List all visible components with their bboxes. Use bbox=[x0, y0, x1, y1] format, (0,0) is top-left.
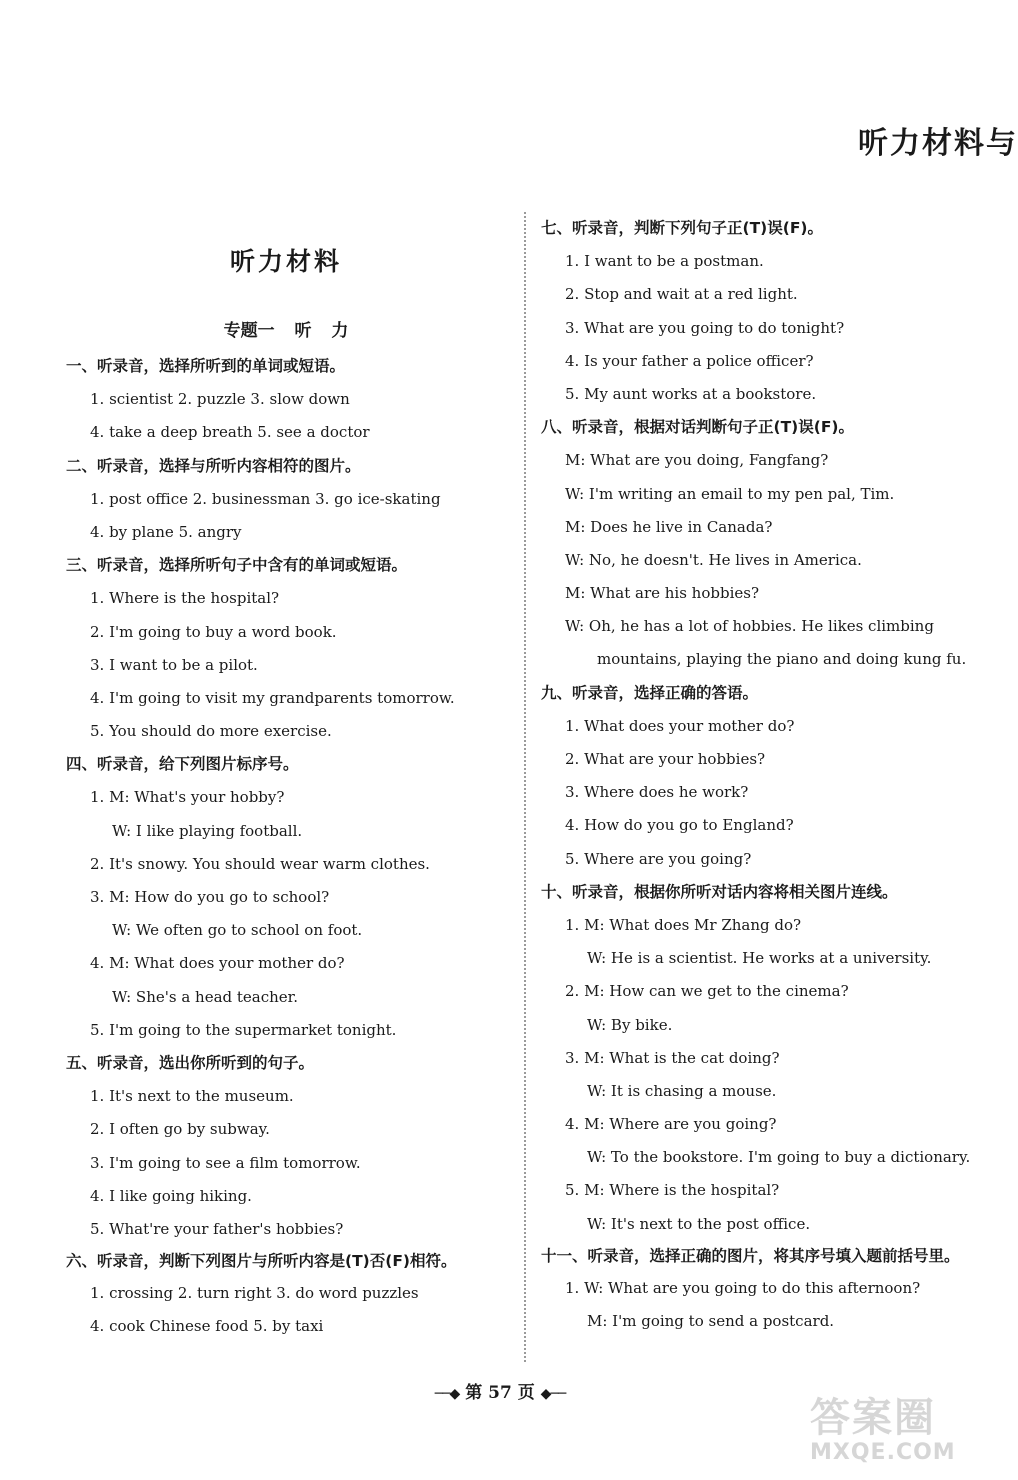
list-item: 4. M: Where are you going? bbox=[565, 1115, 777, 1134]
list-item: 4. Is your father a police officer? bbox=[565, 351, 814, 370]
left-column bbox=[66, 212, 506, 1343]
list-item: W: I like playing football. bbox=[112, 821, 303, 840]
list-item: 5. M: Where is the hospital? bbox=[565, 1181, 780, 1200]
list-item: W: I'm writing an email to my pen pal, Tim. bbox=[565, 484, 895, 503]
list-item: 4. M: What does your mother do? bbox=[90, 954, 345, 973]
section-heading-2: 二、听录音，选择与所听内容相符的图片。 bbox=[66, 456, 361, 475]
section-heading-10: 十、听录音，根据你所听对话内容将相关图片连线。 bbox=[541, 882, 898, 901]
list-item: 2. Stop and wait at a red light. bbox=[565, 285, 798, 304]
section-heading-5: 五、听录音，选出你所听到的句子。 bbox=[66, 1053, 315, 1072]
list-item: 5. Where are you going? bbox=[565, 849, 752, 868]
list-item: W: Oh, he has a lot of hobbies. He likes climbing bbox=[565, 617, 934, 636]
section-heading-4: 四、听录音，给下列图片标序号。 bbox=[66, 755, 299, 774]
section-heading-6: 六、听录音，判断下列图片与所听内容是(T)否(F)相符。 bbox=[66, 1252, 457, 1271]
list-item: W: She's a head teacher. bbox=[112, 987, 298, 1006]
list-item: W: He is a scientist. He works at a university. bbox=[587, 949, 932, 968]
list-item: 2. What are your hobbies? bbox=[565, 750, 766, 768]
list-item: W: No, he doesn't. He lives in America. bbox=[565, 550, 862, 569]
list-item: W: To the bookstore. I'm going to buy a dictionary. bbox=[587, 1148, 971, 1167]
list-item: W: We often go to school on foot. bbox=[112, 921, 363, 940]
list-item: 2. I often go by subway. bbox=[90, 1120, 270, 1139]
list-item: 3. M: What is the cat doing? bbox=[565, 1048, 780, 1067]
list-item: 4. I like going hiking. bbox=[90, 1186, 252, 1205]
list-item: 3. I'm going to see a film tomorrow. bbox=[90, 1153, 361, 1172]
section-heading-7: 七、听录音，判断下列句子正(T)误(F)。 bbox=[541, 219, 823, 237]
list-item: 1. What does your mother do? bbox=[565, 716, 795, 735]
ornament-left-icon: ──◆ bbox=[434, 1386, 460, 1402]
list-item: 2. M: How can we get to the cinema? bbox=[565, 982, 849, 1001]
watermark-text: 答案圈 bbox=[810, 1395, 936, 1441]
section-heading-3: 三、听录音，选择所听句子中含有的单词或短语。 bbox=[66, 556, 408, 575]
list-item: 4. I'm going to visit my grandparents tomorrow. bbox=[90, 688, 455, 707]
list-item: M: I'm going to send a postcard. bbox=[587, 1312, 835, 1330]
list-item: 4. take a deep breath 5. see a doctor bbox=[90, 423, 370, 442]
list-item: 4. by plane 5. angry bbox=[90, 522, 242, 541]
watermark-url: MXQE.COM bbox=[810, 1440, 956, 1465]
list-item: 1. scientist 2. puzzle 3. slow down bbox=[90, 390, 350, 409]
list-item: 1. It's next to the museum. bbox=[90, 1087, 294, 1106]
list-item: 5. What're your father's hobbies? bbox=[90, 1219, 344, 1238]
topic-title: 专题一 听 力 bbox=[223, 321, 349, 341]
section-heading-1: 一、听录音，选择所听到的单词或短语。 bbox=[66, 357, 346, 375]
list-item: M: What are his hobbies? bbox=[565, 584, 759, 603]
list-item: 5. My aunt works at a bookstore. bbox=[565, 384, 817, 403]
page-title: 听力材料 bbox=[229, 247, 342, 276]
right-column bbox=[541, 212, 991, 1338]
ornament-right-icon: ◆── bbox=[540, 1386, 566, 1402]
list-item: W: It is chasing a mouse. bbox=[587, 1081, 777, 1100]
list-item: 3. I want to be a pilot. bbox=[90, 655, 258, 674]
list-item: 1. W: What are you going to do this afternoon? bbox=[565, 1278, 921, 1297]
list-item: W: By bike. bbox=[587, 1015, 673, 1034]
list-item: 1. Where is the hospital? bbox=[90, 589, 280, 608]
list-item: 1. M: What's your hobby? bbox=[90, 788, 285, 807]
list-item: mountains, playing the piano and doing kung fu. bbox=[597, 650, 967, 669]
list-item: 3. Where does he work? bbox=[565, 783, 749, 802]
list-item: 4. cook Chinese food 5. by taxi bbox=[90, 1317, 324, 1336]
section-heading-9: 九、听录音，选择正确的答语。 bbox=[541, 683, 759, 702]
list-item: 4. How do you go to England? bbox=[565, 816, 794, 835]
column-divider bbox=[524, 212, 526, 1362]
list-item: 1. I want to be a postman. bbox=[565, 252, 764, 271]
list-item: 1. M: What does Mr Zhang do? bbox=[565, 915, 802, 934]
section-heading-11: 十一、听录音，选择正确的图片，将其序号填入题前括号里。 bbox=[541, 1246, 960, 1265]
list-item: M: Does he live in Canada? bbox=[565, 517, 773, 536]
list-item: 1. post office 2. businessman 3. go ice-skating bbox=[90, 489, 441, 508]
list-item: 1. crossing 2. turn right 3. do word puzzles bbox=[90, 1284, 419, 1303]
list-item: 5. I'm going to the supermarket tonight. bbox=[90, 1020, 397, 1039]
list-item: 2. I'm going to buy a word book. bbox=[90, 622, 337, 641]
corner-title: 听力材料与 bbox=[858, 126, 1018, 161]
list-item: W: It's next to the post office. bbox=[587, 1214, 811, 1233]
list-item: 2. It's snowy. You should wear warm clothes. bbox=[90, 854, 430, 873]
list-item: 5. You should do more exercise. bbox=[90, 722, 332, 741]
section-heading-8: 八、听录音，根据对话判断句子正(T)误(F)。 bbox=[541, 418, 854, 437]
list-item: 3. M: How do you go to school? bbox=[90, 888, 330, 906]
list-item: 3. What are you going to do tonight? bbox=[565, 318, 845, 337]
list-item: M: What are you doing, Fangfang? bbox=[565, 451, 829, 470]
watermark bbox=[810, 1395, 995, 1475]
page-number: 第 57 页 bbox=[465, 1383, 535, 1403]
